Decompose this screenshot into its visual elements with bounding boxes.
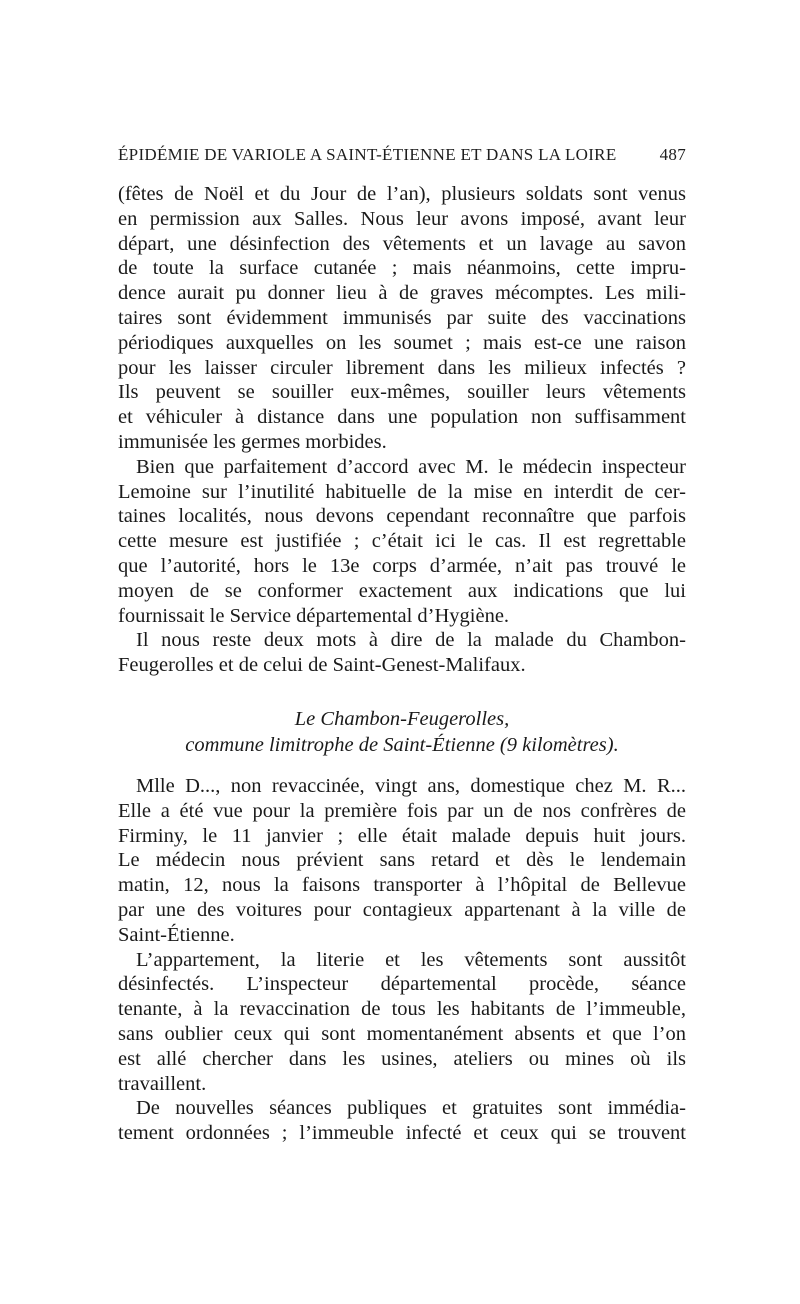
text-line: Le médecin nous prévient sans retard et dès le lendemain bbox=[118, 849, 686, 872]
text-line: Feugerolles et de celui de Saint-Genest-Malifaux. bbox=[118, 654, 526, 677]
running-header bbox=[118, 145, 686, 167]
text-line: L’appartement, la literie et les vêtements sont aussitôt bbox=[136, 948, 686, 971]
text-line: Ils peuvent se souiller eux-mêmes, souiller leurs vêtements bbox=[118, 381, 686, 404]
text-line: cette mesure est justifiée ; c’était ici le cas. Il est regrettable bbox=[118, 530, 686, 553]
text-line: Il nous reste deux mots à dire de la malade du Chambon- bbox=[136, 629, 686, 652]
text-line: taines localités, nous devons cependant reconnaître que parfois bbox=[118, 505, 686, 528]
text-line: sans oublier ceux qui sont momentanément absents et que l’on bbox=[118, 1022, 686, 1045]
text-line: en permission aux Salles. Nous leur avons imposé, avant leur bbox=[118, 207, 686, 230]
text-line: Firminy, le 11 janvier ; elle était malade depuis huit jours. bbox=[118, 824, 686, 847]
text-line: Lemoine sur l’inutilité habituelle de la mise en interdit de cer- bbox=[118, 480, 686, 503]
text-line: est allé chercher dans les usines, ateliers ou mines où ils bbox=[118, 1047, 686, 1070]
text-line: par une des voitures pour contagieux appartenant à la ville de bbox=[118, 898, 686, 921]
text-line: Bien que parfaitement d’accord avec M. le médecin inspecteur bbox=[136, 455, 686, 478]
text-line: et véhiculer à distance dans une population non suffisamment bbox=[118, 406, 686, 429]
text-line: de toute la surface cutanée ; mais néanmoins, cette impru- bbox=[118, 257, 686, 280]
page-number: 487 bbox=[659, 145, 686, 164]
text-line: immunisée les germes morbides. bbox=[118, 430, 387, 453]
text-line: dence aurait pu donner lieu à de graves mécomptes. Les mili- bbox=[118, 282, 686, 305]
text-line: Elle a été vue pour la première fois par un de nos confrères de bbox=[118, 799, 686, 822]
text-line: tement ordonnées ; l’immeuble infecté et ceux qui se trouvent bbox=[118, 1122, 686, 1145]
text-line: fournissait le Service départemental d’Hygiène. bbox=[118, 604, 510, 627]
text-line: taires sont évidemment immunisés par suite des vaccinations bbox=[118, 306, 686, 329]
text-line: matin, 12, nous la faisons transporter à l’hôpital de Bellevue bbox=[118, 874, 686, 897]
body-text-bottom bbox=[118, 774, 686, 1146]
text-line: (fêtes de Noël et du Jour de l’an), plusieurs soldats sont venus bbox=[118, 183, 686, 205]
text-line: Saint-Étienne. bbox=[118, 923, 235, 946]
body-text-top bbox=[118, 182, 686, 678]
text-line: désinfectés. L’inspecteur départemental procède, séance bbox=[118, 973, 686, 996]
section-heading-subtitle: commune limitrophe de Saint-Étienne (9 kilomètres). bbox=[185, 734, 619, 756]
running-title: ÉPIDÉMIE DE VARIOLE A SAINT-ÉTIENNE ET DANS LA LOIRE bbox=[118, 145, 617, 164]
section-heading bbox=[118, 706, 686, 758]
text-line: moyen de se conformer exactement aux indications que lui bbox=[118, 579, 686, 602]
text-line: que l’autorité, hors le 13e corps d’armée, n’ait pas trouvé le bbox=[118, 554, 686, 577]
text-line: départ, une désinfection des vêtements et un lavage au savon bbox=[118, 232, 686, 255]
text-line: De nouvelles séances publiques et gratuites sont immédia- bbox=[136, 1097, 686, 1120]
section-heading-title: Le Chambon-Feugerolles, bbox=[294, 708, 510, 730]
text-line: tenante, à la revaccination de tous les habitants de l’immeuble, bbox=[118, 998, 686, 1021]
text-line: Mlle D..., non revaccinée, vingt ans, domestique chez M. R... bbox=[136, 775, 686, 797]
text-line: pour les laisser circuler librement dans les milieux infectés ? bbox=[118, 356, 686, 379]
text-line: travaillent. bbox=[118, 1072, 207, 1095]
text-line: périodiques auxquelles on les soumet ; mais est-ce une raison bbox=[118, 331, 686, 354]
